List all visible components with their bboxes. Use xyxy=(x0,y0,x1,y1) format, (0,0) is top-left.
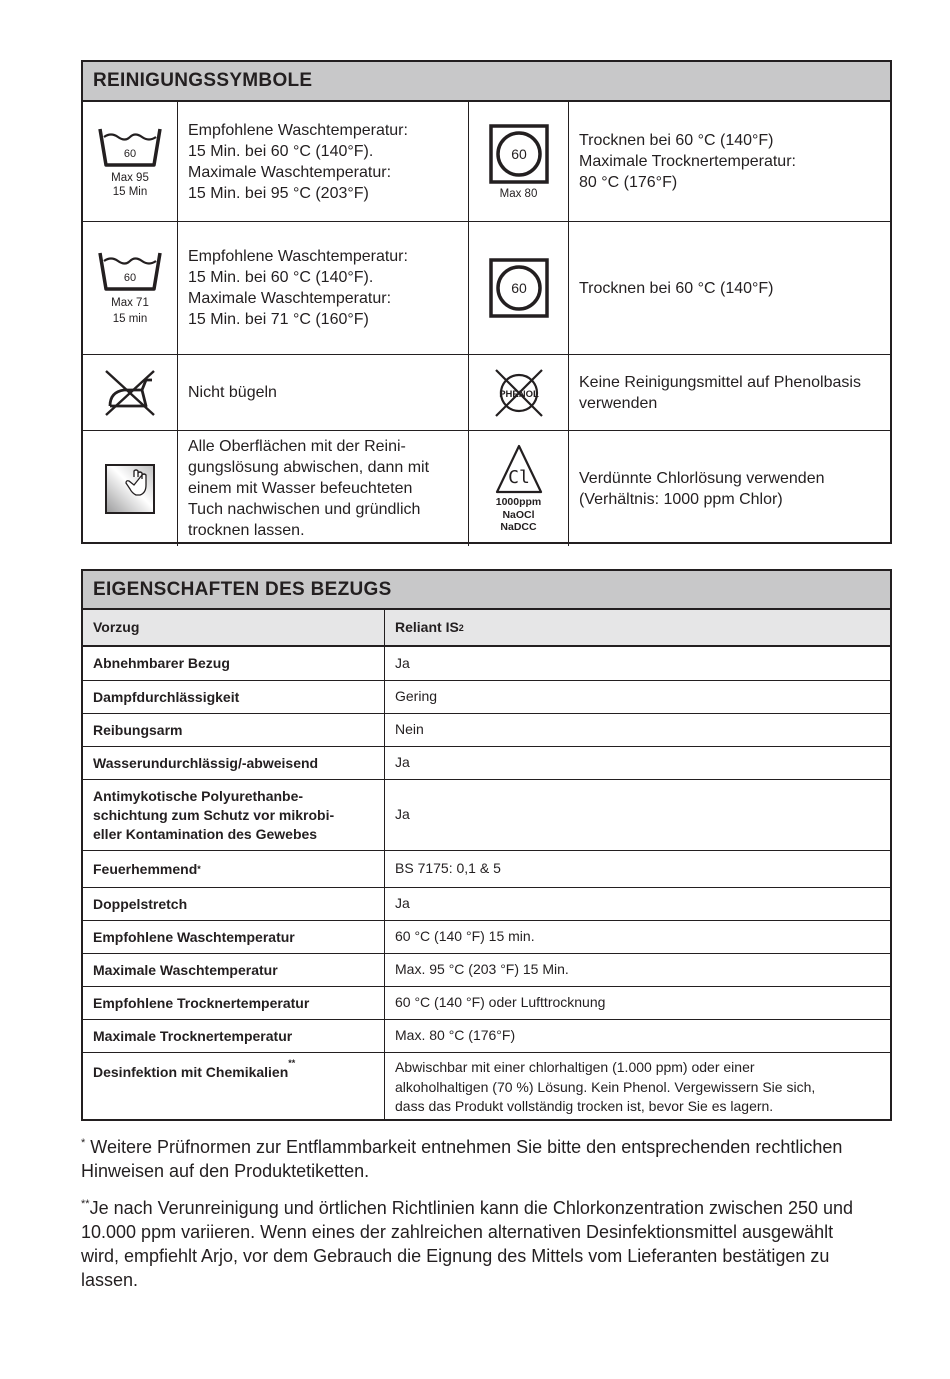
value-cell: Ja xyxy=(395,895,410,912)
symbol-description: Verdünnte Chlorlösung verwenden (Verhältnis: 1000 ppm Chlor) xyxy=(579,469,825,508)
cover-properties-table xyxy=(81,569,892,1121)
symbol-row xyxy=(83,221,890,354)
feature-cell: Doppelstretch xyxy=(83,888,385,920)
table-row xyxy=(83,986,890,1019)
chlorine-symbol: Cl xyxy=(507,467,530,489)
value-cell: 60 °C (140 °F) 15 min. xyxy=(395,928,535,945)
dry-icon-caption: Max 80 xyxy=(499,187,538,200)
value-cell: BS 7175: 0,1 & 5 xyxy=(395,860,501,877)
wash-icon-caption: Max 95 15 Min xyxy=(111,171,149,198)
wipe-surface-icon xyxy=(83,431,178,546)
symbol-description: Trocknen bei 60 °C (140°F) xyxy=(579,279,774,297)
feature-cell: Dampfdurchlässigkeit xyxy=(83,681,385,713)
value-cell: Max. 95 °C (203 °F) 15 Min. xyxy=(395,961,569,978)
phenol-label: PHENOL xyxy=(498,388,539,400)
symbol-row xyxy=(83,102,890,221)
value-cell: Abwischbar mit einer chlorhaltigen (1.000 ppm) oder einer alkoholhaltigen (70 %) Lösung. Kein Phenol. Vergewissern Sie sich, dass das Produkt vollständig trocken ist, bevor Sie es lagern. xyxy=(395,1059,816,1114)
value-cell: 60 °C (140 °F) oder Lufttrocknung xyxy=(395,994,606,1011)
value-cell: Ja xyxy=(395,806,410,823)
symbol-description: Keine Reinigungsmittel auf Phenolbasis verwenden xyxy=(579,373,861,412)
column-header-product: Reliant IS 2 xyxy=(395,618,464,635)
footnote: **Je nach Verunreinigung und örtlichen Richtlinien kann die Chlorkonzentration zwischen 250 und 10.000 ppm variieren. Wenn eines der zahlreichen alternativen Desinfektionsmittel ausgewählt wird, empfiehlt Arjo, vor dem Gebrauch die Eignung des Mittels vom Lieferanten bestätigen zu lassen. xyxy=(81,1198,854,1290)
footnote: * Weitere Prüfnormen zur Entflammbarkeit entnehmen Sie bitte den entsprechenden rechtlichen Hinweisen auf den Produktetiketten. xyxy=(81,1137,843,1181)
table-row xyxy=(83,713,890,746)
feature-cell: Maximale Waschtemperatur xyxy=(83,954,385,986)
feature-cell: Feuerhemmend * xyxy=(83,851,385,887)
value-cell: Max. 80 °C (176°F) xyxy=(395,1027,516,1044)
cover-properties-title: EIGENSCHAFTEN DES BEZUGS xyxy=(83,571,890,610)
table-header-row xyxy=(83,610,890,647)
feature-cell: Empfohlene Trocknertemperatur xyxy=(83,987,385,1019)
symbol-description: Empfohlene Waschtemperatur: 15 Min. bei 60 °C (140°F). Maximale Waschtemperatur: 15 Min. bei 95 °C (203°F) xyxy=(178,102,469,221)
column-header-feature: Vorzug xyxy=(83,610,385,645)
value-cell: Ja xyxy=(395,754,410,771)
symbol-row xyxy=(83,430,890,546)
table-row xyxy=(83,953,890,986)
table-row xyxy=(83,887,890,920)
dry-temp-label: 60 xyxy=(510,145,527,162)
tumble-dry-60-icon xyxy=(469,222,569,354)
table-row xyxy=(83,779,890,850)
chlorine-triangle-icon xyxy=(469,431,569,546)
feature-cell: Wasserundurchlässig/-abweisend xyxy=(83,747,385,779)
no-phenol-icon xyxy=(469,355,569,430)
chlorine-caption: 1000ppm NaOCl NaDCC xyxy=(495,496,542,534)
feature-cell: Antimykotische Polyurethanbe- schichtung zum Schutz vor mikrobi- eller Kontamination des Gewebes xyxy=(83,780,385,850)
table-row xyxy=(83,1052,890,1119)
value-cell: Gering xyxy=(395,688,438,705)
feature-cell: Abnehmbarer Bezug xyxy=(83,647,385,680)
no-ironing-icon xyxy=(83,355,178,430)
value-cell: Ja xyxy=(395,654,410,671)
symbol-description: Trocknen bei 60 °C (140°F) Maximale Trocknertemperatur: 80 °C (176°F) xyxy=(579,132,796,191)
wash-temp-label: 60 xyxy=(123,147,137,160)
symbol-description: Nicht bügeln xyxy=(178,355,469,430)
table-row xyxy=(83,746,890,779)
dry-temp-label: 60 xyxy=(510,280,527,296)
cleaning-symbols-table xyxy=(81,60,892,544)
table-row xyxy=(83,680,890,713)
wash-60-icon xyxy=(83,222,178,354)
table-row xyxy=(83,850,890,887)
cleaning-symbols-title: REINIGUNGSSYMBOLE xyxy=(83,62,890,102)
feature-cell: Empfohlene Waschtemperatur xyxy=(83,921,385,953)
wash-icon-caption: Max 71 15 min xyxy=(111,297,149,325)
symbol-description: Alle Oberflächen mit der Reini- gungslösung abwischen, dann mit einem mit Wasser befeuchteten Tuch nachwischen und gründlich trocknen lassen. xyxy=(178,431,469,546)
tumble-dry-60-icon xyxy=(469,102,569,221)
wash-temp-label: 60 xyxy=(123,272,137,284)
value-cell: Nein xyxy=(395,721,424,738)
wash-60-icon xyxy=(83,102,178,221)
symbol-row xyxy=(83,354,890,430)
table-row xyxy=(83,1019,890,1052)
feature-cell: Desinfektion mit Chemikalien ** xyxy=(83,1053,385,1119)
feature-cell: Reibungsarm xyxy=(83,714,385,746)
feature-cell: Maximale Trocknertemperatur xyxy=(83,1020,385,1052)
table-row xyxy=(83,920,890,953)
table-row xyxy=(83,647,890,680)
symbol-description: Empfohlene Waschtemperatur: 15 Min. bei 60 °C (140°F). Maximale Waschtemperatur: 15 Min. bei 71 °C (160°F) xyxy=(178,222,469,354)
